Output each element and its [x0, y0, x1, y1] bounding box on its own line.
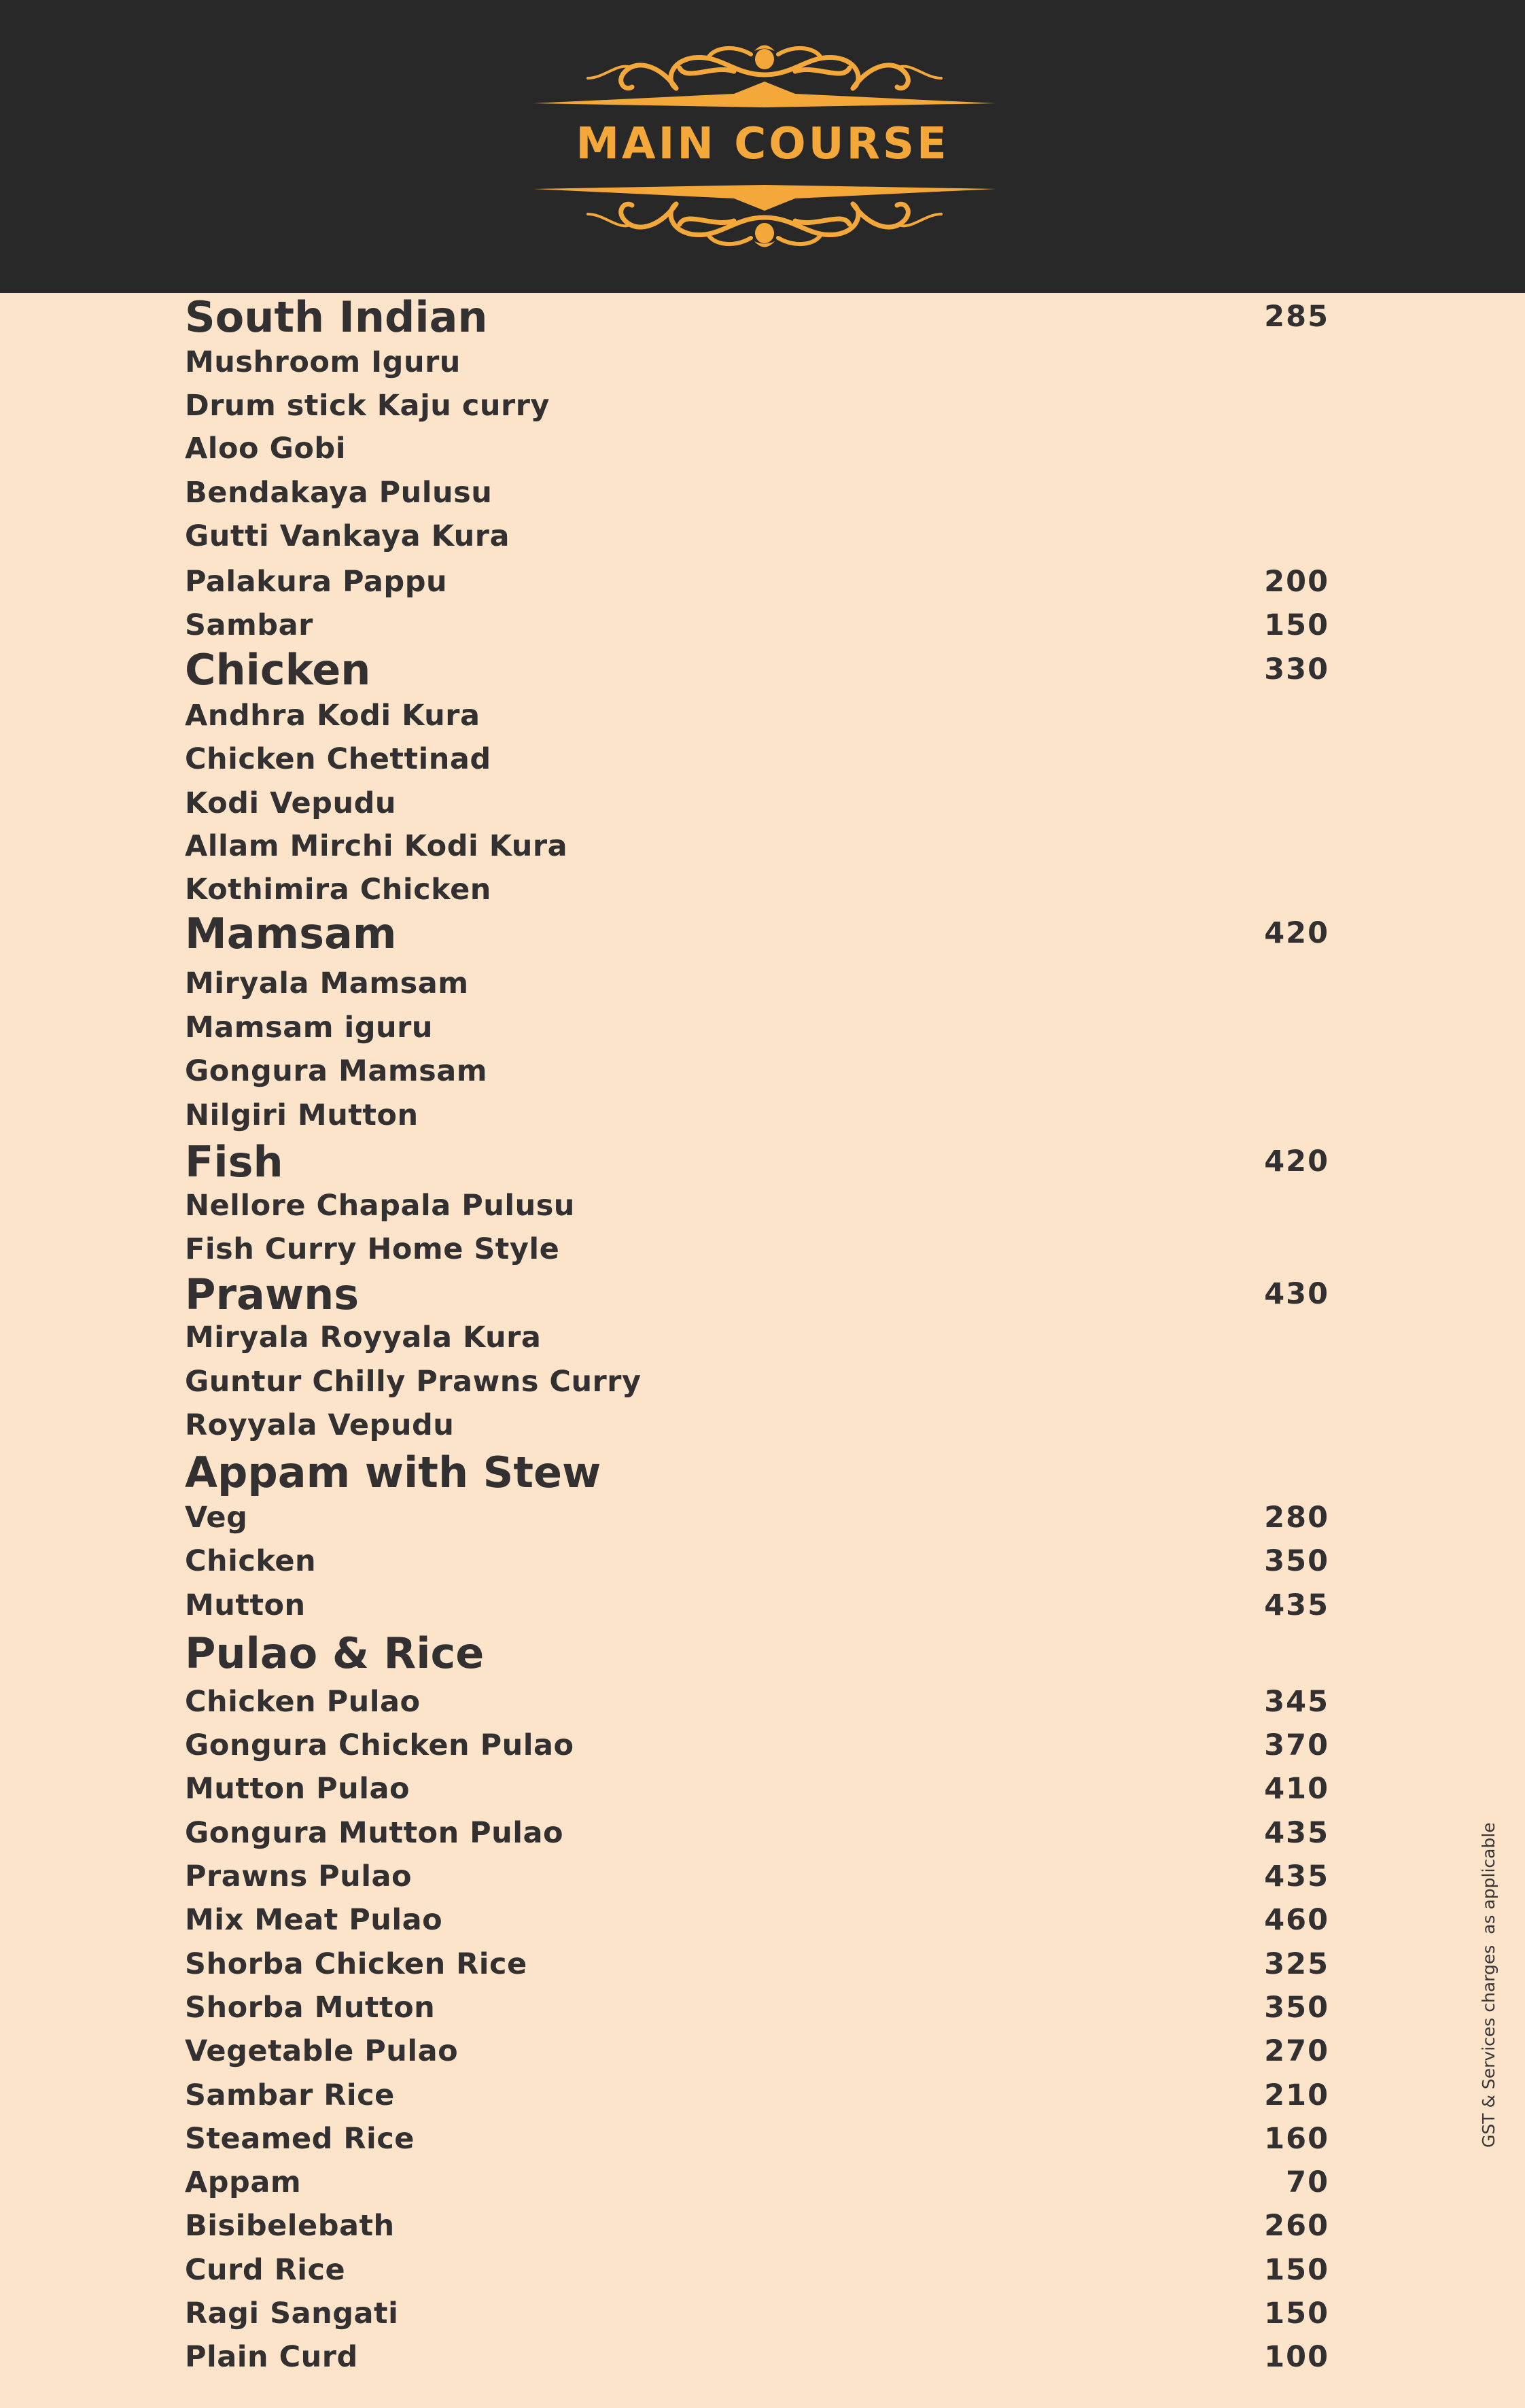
category-name: Chicken	[185, 644, 371, 695]
menu-item-row	[185, 1317, 1329, 1358]
menu-item-row	[185, 1229, 1329, 1270]
menu-category-row	[185, 1136, 1329, 1187]
item-price: 270	[1264, 2034, 1329, 2068]
item-name: Gongura Mamsam	[185, 1054, 488, 1088]
item-name: Curd Rice	[185, 2253, 346, 2287]
item-price: 435	[1264, 1588, 1329, 1622]
menu-item-row	[185, 1681, 1329, 1722]
category-name: Prawns	[185, 1269, 360, 1319]
menu-item-row	[185, 1497, 1329, 1538]
menu-item-row	[185, 385, 1329, 426]
menu-category-row	[185, 292, 1329, 342]
menu-item-row	[185, 1405, 1329, 1446]
item-price: 330	[1264, 652, 1329, 686]
item-price: 70	[1286, 2165, 1329, 2199]
menu-item-row	[185, 695, 1329, 736]
item-name: Kothimira Chicken	[185, 873, 491, 907]
menu-item-row	[185, 1725, 1329, 1766]
menu-item-row	[185, 2031, 1329, 2072]
menu-item-row	[185, 1095, 1329, 1136]
menu-item-row	[185, 1900, 1329, 1940]
item-name: Mutton Pulao	[185, 1772, 410, 1806]
item-name: Miryala Mamsam	[185, 966, 469, 1000]
item-price: 150	[1264, 2297, 1329, 2331]
item-price: 150	[1264, 2253, 1329, 2287]
category-name: South Indian	[185, 292, 488, 342]
item-name: Kodi Vepudu	[185, 786, 396, 820]
item-name: Drum stick Kaju curry	[185, 389, 550, 423]
item-name: Mutton	[185, 1588, 306, 1622]
menu-category-row	[185, 1269, 1329, 1319]
menu-item-row	[185, 1585, 1329, 1626]
item-price: 150	[1264, 608, 1329, 642]
menu-item-row	[185, 342, 1329, 383]
item-price: 200	[1264, 565, 1329, 599]
item-price: 420	[1264, 1145, 1329, 1179]
item-name: Prawns Pulao	[185, 1860, 413, 1894]
item-price: 430	[1264, 1277, 1329, 1311]
menu-item-row	[185, 2337, 1329, 2377]
menu-item-row	[185, 1856, 1329, 1897]
menu-category-row	[185, 908, 1329, 958]
menu-item-row	[185, 1813, 1329, 1853]
menu-item-row	[185, 2293, 1329, 2334]
menu-item-row	[185, 1541, 1329, 1582]
item-name: Veg	[185, 1501, 248, 1535]
item-name: Gongura Mutton Pulao	[185, 1816, 564, 1850]
menu-item-row	[185, 2118, 1329, 2159]
category-name: Fish	[185, 1136, 283, 1187]
item-name: Sambar Rice	[185, 2078, 395, 2112]
item-price: 160	[1264, 2122, 1329, 2156]
item-name: Appam	[185, 2165, 302, 2199]
item-price: 435	[1264, 1816, 1329, 1850]
item-name: Allam Mirchi Kodi Kura	[185, 829, 568, 863]
menu-item-row	[185, 472, 1329, 513]
item-name: Guntur Chilly Prawns Curry	[185, 1365, 642, 1399]
item-name: Mushroom Iguru	[185, 345, 461, 379]
item-name: Nilgiri Mutton	[185, 1098, 419, 1132]
menu-item-row	[185, 739, 1329, 780]
menu-item-row	[185, 869, 1329, 910]
header-banner	[0, 0, 1525, 293]
menu-item-row	[185, 2162, 1329, 2203]
item-name: Royyala Vepudu	[185, 1408, 455, 1442]
menu-item-row	[185, 2250, 1329, 2290]
item-name: Bendakaya Pulusu	[185, 476, 493, 510]
menu-item-row	[185, 2075, 1329, 2116]
item-name: Chicken Pulao	[185, 1685, 421, 1719]
menu-category-row	[185, 1628, 1329, 1678]
item-price: 345	[1264, 1685, 1329, 1719]
item-price: 100	[1264, 2340, 1329, 2374]
menu-category-row	[185, 1447, 1329, 1497]
item-name: Vegetable Pulao	[185, 2034, 459, 2068]
item-name: Gutti Vankaya Kura	[185, 519, 510, 553]
item-name: Andhra Kodi Kura	[185, 699, 480, 733]
item-name: Palakura Pappu	[185, 565, 448, 599]
menu-item-row	[185, 1185, 1329, 1226]
menu-item-row	[185, 826, 1329, 867]
menu-item-row	[185, 1987, 1329, 2028]
item-price: 350	[1264, 1991, 1329, 2025]
item-price: 435	[1264, 1860, 1329, 1894]
item-name: Nellore Chapala Pulusu	[185, 1189, 575, 1223]
item-price: 285	[1264, 300, 1329, 334]
page-title: MAIN COURSE	[576, 119, 949, 169]
item-price: 420	[1264, 916, 1329, 950]
item-name: Mix Meat Pulao	[185, 1903, 443, 1937]
item-price: 325	[1264, 1947, 1329, 1981]
category-name: Pulao & Rice	[185, 1628, 485, 1678]
item-name: Steamed Rice	[185, 2122, 415, 2156]
menu-item-row	[185, 1944, 1329, 1985]
item-name: Aloo Gobi	[185, 432, 346, 466]
item-name: Chicken	[185, 1544, 317, 1578]
item-price: 260	[1264, 2209, 1329, 2243]
category-name: Appam with Stew	[185, 1447, 601, 1497]
menu-item-row	[185, 2205, 1329, 2246]
menu-item-row	[185, 1768, 1329, 1809]
item-name: Sambar	[185, 608, 313, 642]
item-name: Shorba Chicken Rice	[185, 1947, 527, 1981]
item-name: Shorba Mutton	[185, 1991, 436, 2025]
menu-item-row	[185, 561, 1329, 602]
item-price: 350	[1264, 1544, 1329, 1578]
menu-item-row	[185, 783, 1329, 824]
item-name: Bisibelebath	[185, 2209, 395, 2243]
menu-category-row	[185, 644, 1329, 695]
item-price: 210	[1264, 2078, 1329, 2112]
item-price: 460	[1264, 1903, 1329, 1937]
menu-item-row	[185, 428, 1329, 469]
item-name: Fish Curry Home Style	[185, 1232, 560, 1266]
menu-item-row	[185, 1007, 1329, 1048]
menu-item-row	[185, 516, 1329, 557]
category-name: Mamsam	[185, 908, 397, 958]
item-name: Chicken Chettinad	[185, 742, 491, 776]
item-name: Miryala Royyala Kura	[185, 1321, 542, 1355]
menu-item-row	[185, 1051, 1329, 1092]
menu-item-row	[185, 963, 1329, 1004]
item-name: Gongura Chicken Pulao	[185, 1728, 574, 1762]
item-price: 410	[1264, 1772, 1329, 1806]
tax-note: GST & Services charges as applicable	[1479, 1822, 1498, 2148]
item-price: 370	[1264, 1728, 1329, 1762]
item-name: Ragi Sangati	[185, 2297, 399, 2331]
item-price: 280	[1264, 1501, 1329, 1535]
item-name: Mamsam iguru	[185, 1011, 433, 1045]
menu-item-row	[185, 1361, 1329, 1402]
menu-item-row	[185, 605, 1329, 646]
item-name: Plain Curd	[185, 2340, 358, 2374]
